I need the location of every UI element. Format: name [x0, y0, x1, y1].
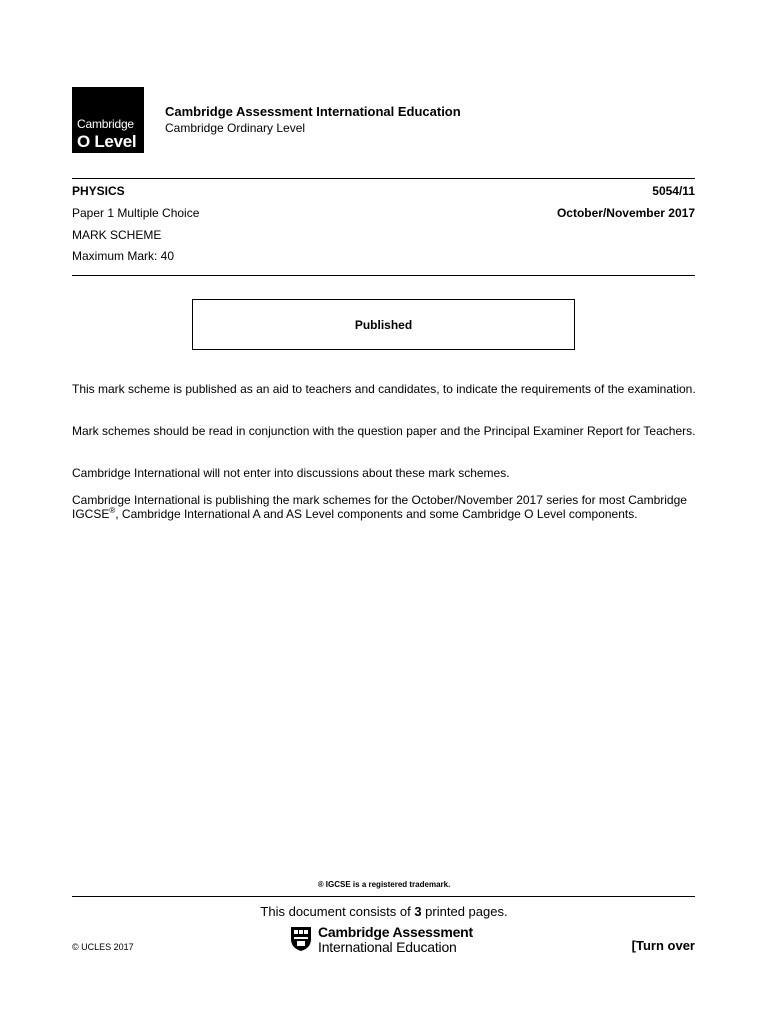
- footer-divider: [72, 896, 695, 897]
- cambridge-assessment-logo: [290, 924, 490, 954]
- cambridge-o-level-logo: [72, 87, 144, 153]
- paragraph-conjunction: Mark schemes should be read in conjunction with the question paper and the Principal Examiner Report for Teachers.: [72, 424, 696, 438]
- qualification-level: Cambridge Ordinary Level: [165, 121, 306, 135]
- publishing-text-start: Cambridge International is publishing the mark schemes for the October/November 2017 series for most Cambridge IGCSE: [72, 493, 687, 521]
- organisation-name: Cambridge Assessment International Education: [165, 104, 461, 119]
- paragraph-publishing: [72, 493, 696, 521]
- page-count-pre: This document consists of: [260, 904, 415, 919]
- subject-title: PHYSICS: [72, 184, 125, 198]
- turn-over-note: [Turn over: [631, 938, 695, 953]
- published-box: Published: [192, 299, 575, 350]
- document-type: MARK SCHEME: [72, 228, 162, 242]
- logo-line2: O Level: [77, 132, 137, 151]
- publishing-text-end: , Cambridge International A and AS Level components and some Cambridge O Level components.: [115, 507, 638, 521]
- paragraph-discussion: Cambridge International will not enter into discussions about these mark schemes.: [72, 466, 510, 480]
- paragraph-purpose: This mark scheme is published as an aid to teachers and candidates, to indicate the requirements of the examination.: [72, 382, 696, 396]
- page-count-note: [0, 904, 768, 919]
- details-divider: [72, 275, 695, 276]
- syllabus-code: 5054/11: [652, 184, 695, 198]
- copyright: © UCLES 2017: [72, 942, 134, 952]
- logo-line1: Cambridge: [77, 117, 134, 131]
- top-divider: [72, 178, 695, 179]
- trademark-note: ® IGCSE is a registered trademark.: [317, 880, 451, 889]
- cambridge-crest-icon: [290, 926, 312, 952]
- exam-session: October/November 2017: [556, 206, 695, 220]
- footer-logo-line2: International Education: [318, 939, 457, 955]
- page-count-post: printed pages.: [421, 904, 508, 919]
- footer-logo-line1: Cambridge Assessment: [318, 924, 473, 940]
- page-count-number: 3: [414, 904, 422, 919]
- paper-name: Paper 1 Multiple Choice: [72, 206, 200, 220]
- registered-mark: ®: [109, 506, 116, 515]
- maximum-mark: Maximum Mark: 40: [72, 249, 175, 263]
